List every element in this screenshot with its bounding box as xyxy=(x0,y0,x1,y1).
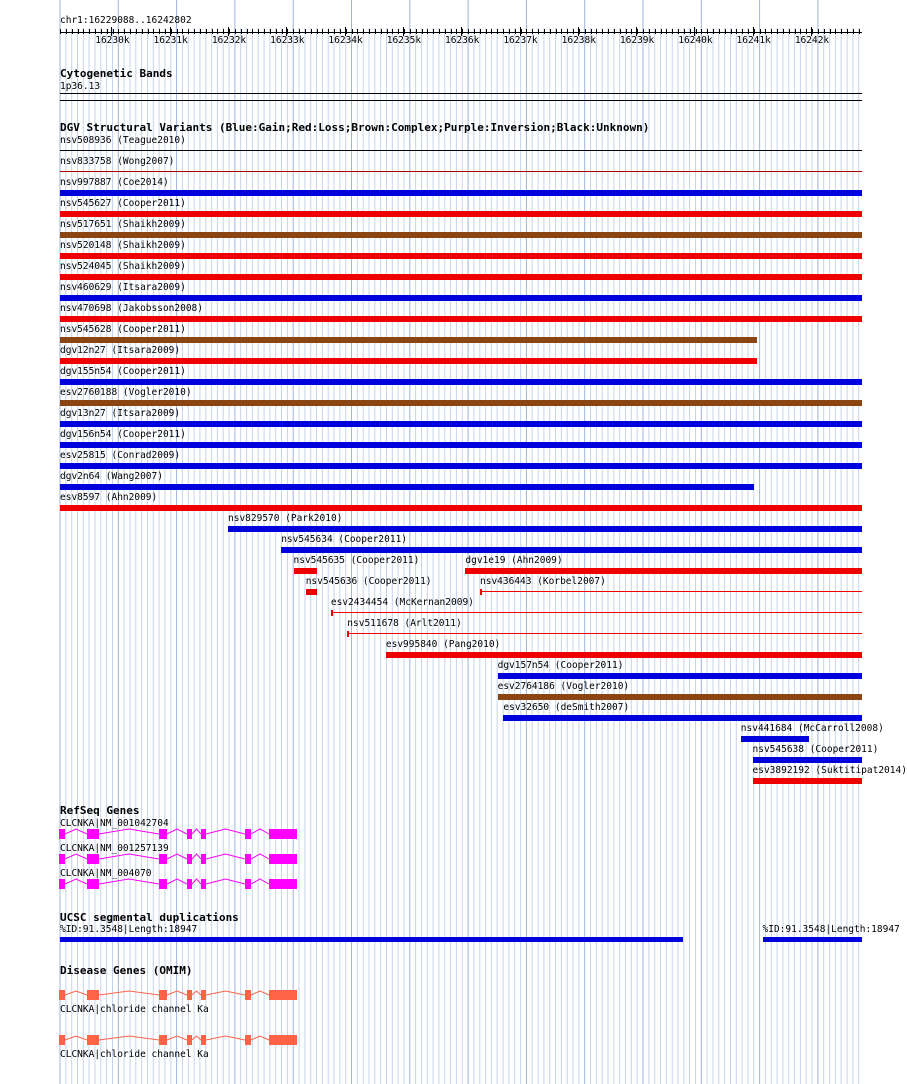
dgv-variant-label[interactable]: dgv13n27 (Itsara2009) xyxy=(60,408,181,419)
cytoband-line-bottom xyxy=(60,100,862,101)
ruler-minor-tick xyxy=(655,29,656,34)
dgv-variant-bar[interactable] xyxy=(281,547,862,553)
ruler-minor-tick xyxy=(83,29,84,34)
ruler-minor-tick xyxy=(591,29,592,34)
segdup-track-title[interactable]: UCSC segmental duplications xyxy=(60,911,239,924)
dgv-variant-bar[interactable] xyxy=(60,421,862,427)
ruler-minor-tick xyxy=(445,29,446,34)
dgv-variant-bar[interactable] xyxy=(60,337,757,343)
ruler-minor-tick xyxy=(602,29,603,34)
ruler-minor-tick xyxy=(165,29,166,34)
ruler-minor-tick xyxy=(701,29,702,34)
ruler-minor-tick xyxy=(830,29,831,34)
dgv-variant-label[interactable]: esv2760188 (Vogler2010) xyxy=(60,387,192,398)
ruler-minor-tick xyxy=(859,29,860,34)
dgv-variant-label[interactable]: nsv524045 (Shaikh2009) xyxy=(60,261,186,272)
dgv-variant-label[interactable]: nsv545627 (Cooper2011) xyxy=(60,198,186,209)
ruler-minor-tick xyxy=(153,29,154,34)
ruler-minor-tick xyxy=(672,29,673,34)
dgv-variant-bar[interactable] xyxy=(60,505,862,511)
ruler-tick-label: 16240k xyxy=(678,35,713,46)
dgv-variant-label[interactable]: dgv12n27 (Itsara2009) xyxy=(60,345,181,356)
dgv-variant-bar[interactable] xyxy=(331,612,862,613)
ruler-minor-tick xyxy=(637,29,638,34)
ruler-minor-tick xyxy=(824,29,825,34)
ruler-minor-tick xyxy=(684,29,685,34)
ruler-minor-tick xyxy=(736,29,737,34)
dgv-variant-label[interactable]: nsv545638 (Cooper2011) xyxy=(752,744,879,755)
dgv-variant-label[interactable]: nsv545636 (Cooper2011) xyxy=(305,576,432,587)
ruler-minor-tick xyxy=(468,29,469,34)
ruler-minor-tick xyxy=(66,29,67,34)
ruler-minor-tick xyxy=(200,29,201,34)
dgv-variant-endcap xyxy=(331,610,333,616)
dgv-variant-label[interactable]: esv3892192 (Suktitipat2014) xyxy=(752,765,907,776)
dgv-variant-bar[interactable] xyxy=(741,736,809,742)
dgv-variant-label[interactable]: dgv155n54 (Cooper2011) xyxy=(60,366,186,377)
dgv-variant-bar[interactable] xyxy=(480,591,862,592)
dgv-variant-label[interactable]: nsv829570 (Park2010) xyxy=(228,513,343,524)
ruler-minor-tick xyxy=(853,29,854,34)
dgv-variant-bar[interactable] xyxy=(60,463,862,469)
ruler-minor-tick xyxy=(620,29,621,34)
ruler-minor-tick xyxy=(264,29,265,34)
ruler-minor-tick xyxy=(276,29,277,34)
ruler-tick-label: 16242k xyxy=(794,35,830,46)
position-label: chr1:16229088..16242802 xyxy=(60,15,192,26)
ruler-minor-tick xyxy=(806,29,807,34)
dgv-variant-label[interactable]: dgv1e19 (Ahn2009) xyxy=(465,555,563,566)
ruler-minor-tick xyxy=(340,29,341,34)
ruler-minor-tick xyxy=(171,29,172,34)
ruler-minor-tick xyxy=(771,29,772,34)
ruler-minor-tick xyxy=(544,29,545,34)
ruler-minor-tick xyxy=(818,29,819,34)
ruler-minor-tick xyxy=(293,29,294,34)
ruler-minor-tick xyxy=(142,29,143,34)
dgv-variant-bar[interactable] xyxy=(60,295,862,301)
dgv-variant-label[interactable]: esv32650 (deSmith2007) xyxy=(503,702,630,713)
dgv-variant-label[interactable]: nsv833758 (Wong2007) xyxy=(60,156,175,167)
ruler-minor-tick xyxy=(573,29,574,34)
dgv-variant-bar[interactable] xyxy=(347,633,862,634)
dgv-variant-label[interactable]: nsv470698 (Jakobsson2008) xyxy=(60,303,203,314)
ruler-minor-tick xyxy=(101,29,102,34)
ruler-minor-tick xyxy=(381,29,382,34)
ruler-minor-tick xyxy=(719,29,720,34)
gene-model[interactable] xyxy=(59,828,299,840)
ruler-minor-tick xyxy=(363,29,364,34)
ruler-minor-tick xyxy=(462,29,463,34)
ruler-minor-tick xyxy=(107,29,108,34)
ruler-minor-tick xyxy=(608,29,609,34)
dgv-variant-bar[interactable] xyxy=(60,358,757,364)
ruler-tick-label: 16232k xyxy=(211,35,247,46)
ruler-minor-tick xyxy=(346,29,347,34)
ruler-minor-tick xyxy=(614,29,615,34)
ruler-minor-tick xyxy=(626,29,627,34)
ruler-minor-tick xyxy=(287,29,288,34)
dgv-variant-label[interactable]: esv25815 (Conrad2009) xyxy=(60,450,181,461)
dgv-variant-label[interactable]: nsv441684 (McCarroll2008) xyxy=(740,723,884,734)
ruler-minor-tick xyxy=(136,29,137,34)
segdup-label[interactable]: %ID:91.3548|Length:18947 xyxy=(762,924,900,935)
gene-model[interactable] xyxy=(59,853,299,865)
dgv-variant-bar[interactable] xyxy=(60,442,862,448)
dgv-variant-label[interactable]: nsv517651 (Shaikh2009) xyxy=(60,219,186,230)
ruler-minor-tick xyxy=(124,29,125,34)
ruler-minor-tick xyxy=(561,29,562,34)
ruler-minor-tick xyxy=(795,29,796,34)
ruler-minor-tick xyxy=(550,29,551,34)
refseq-gene-label[interactable]: CLCNKA|NM_004070 xyxy=(60,868,152,879)
cytoband-label: 1p36.13 xyxy=(60,81,101,92)
ruler-minor-tick xyxy=(416,29,417,34)
ruler-minor-tick xyxy=(317,29,318,34)
ruler-minor-tick xyxy=(159,29,160,34)
dgv-variant-endcap xyxy=(347,631,349,637)
gene-model[interactable] xyxy=(59,1034,299,1046)
ruler-minor-tick xyxy=(451,29,452,34)
ruler-minor-tick xyxy=(847,29,848,34)
ruler-minor-tick xyxy=(666,29,667,34)
dgv-variant-bar[interactable] xyxy=(60,379,862,385)
ruler-minor-tick xyxy=(503,29,504,34)
ruler-minor-tick xyxy=(585,29,586,34)
ruler-minor-tick xyxy=(474,29,475,34)
ruler-minor-tick xyxy=(707,29,708,34)
ruler-tick-label: 16238k xyxy=(561,35,596,46)
ruler-minor-tick xyxy=(118,29,119,34)
ruler-minor-tick xyxy=(812,29,813,34)
dgv-variant-label[interactable]: dgv2n64 (Wang2007) xyxy=(60,471,163,482)
dgv-variant-bar[interactable] xyxy=(60,316,862,322)
ruler-minor-tick xyxy=(357,29,358,34)
dgv-variant-label[interactable]: nsv545634 (Cooper2011) xyxy=(281,534,408,545)
ruler-minor-tick xyxy=(322,29,323,34)
ruler-minor-tick xyxy=(130,29,131,34)
ruler-minor-tick xyxy=(177,29,178,34)
ruler-tick-label: 16235k xyxy=(386,35,422,46)
ruler-minor-tick xyxy=(305,29,306,34)
ruler-tick-label: 16239k xyxy=(619,35,655,46)
ruler-minor-tick xyxy=(777,29,778,34)
dgv-variant-bar[interactable] xyxy=(60,484,754,490)
ruler-minor-tick xyxy=(188,29,189,34)
ruler-minor-tick xyxy=(456,29,457,34)
dgv-variant-bar[interactable] xyxy=(60,253,862,259)
ruler-minor-tick xyxy=(427,29,428,34)
ruler-minor-tick xyxy=(497,29,498,34)
ruler-tick-label: 16230k xyxy=(95,35,130,46)
ruler-minor-tick xyxy=(439,29,440,34)
ruler-minor-tick xyxy=(521,29,522,34)
ruler-minor-tick xyxy=(247,29,248,34)
dgv-variant-bar[interactable] xyxy=(60,211,862,217)
dgv-variant-bar[interactable] xyxy=(294,568,317,574)
dgv-variant-bar[interactable] xyxy=(60,400,862,406)
ruler-minor-tick xyxy=(328,29,329,34)
dgv-variant-bar[interactable] xyxy=(503,715,862,721)
dgv-variant-bar[interactable] xyxy=(498,694,862,700)
omim-track-title[interactable]: Disease Genes (OMIM) xyxy=(60,964,193,977)
ruler-minor-tick xyxy=(95,29,96,34)
ruler-minor-tick xyxy=(649,29,650,34)
dgv-variant-label[interactable]: nsv520148 (Shaikh2009) xyxy=(60,240,186,251)
refseq-gene-label[interactable]: CLCNKA|NM_001257139 xyxy=(60,843,169,854)
dgv-variant-label[interactable]: nsv997887 (Coe2014) xyxy=(60,177,169,188)
ruler-minor-tick xyxy=(241,29,242,34)
ruler-minor-tick xyxy=(748,29,749,34)
refseq-gene-label[interactable]: CLCNKA|NM_001042704 xyxy=(60,818,169,829)
dgv-variant-bar[interactable] xyxy=(60,150,862,151)
ruler-minor-tick xyxy=(282,29,283,34)
refseq-track-title[interactable]: RefSeq Genes xyxy=(60,804,140,817)
dgv-variant-label[interactable]: dgv157n54 (Cooper2011) xyxy=(497,660,624,671)
ruler-tick-label: 16234k xyxy=(328,35,363,46)
ruler-minor-tick xyxy=(480,29,481,34)
ruler-minor-tick xyxy=(113,29,114,34)
ruler-minor-tick xyxy=(404,29,405,34)
ruler-minor-tick xyxy=(556,29,557,34)
ruler-minor-tick xyxy=(538,29,539,34)
cytoband-line-top xyxy=(60,93,862,94)
ruler-minor-tick xyxy=(235,29,236,34)
dgv-variant-bar[interactable] xyxy=(753,757,863,763)
ruler-minor-tick xyxy=(433,29,434,34)
ruler-minor-tick xyxy=(206,29,207,34)
dgv-variant-label[interactable]: nsv545635 (Cooper2011) xyxy=(293,555,420,566)
ruler-minor-tick xyxy=(60,29,61,34)
ruler-minor-tick xyxy=(491,29,492,34)
ruler-minor-tick xyxy=(596,29,597,34)
ruler-tick-label: 16231k xyxy=(153,35,188,46)
omim-gene-label[interactable]: CLCNKA|chloride channel Ka xyxy=(60,1049,209,1060)
dgv-variant-bar[interactable] xyxy=(386,652,862,658)
ruler-minor-tick xyxy=(760,29,761,34)
ruler-minor-tick xyxy=(678,29,679,34)
dgv-variant-label[interactable]: nsv545628 (Cooper2011) xyxy=(60,324,186,335)
ruler-minor-tick xyxy=(835,29,836,34)
ruler-tick-label: 16236k xyxy=(445,35,480,46)
dgv-variant-bar[interactable] xyxy=(60,171,862,172)
ruler-minor-tick xyxy=(194,29,195,34)
segdup-label[interactable]: %ID:91.3548|Length:18947 xyxy=(60,924,198,935)
dgv-variant-bar[interactable] xyxy=(228,526,862,532)
dgv-variant-label[interactable]: nsv508936 (Teague2010) xyxy=(60,135,186,146)
ruler-minor-tick xyxy=(72,29,73,34)
ruler-minor-tick xyxy=(398,29,399,34)
ruler-minor-tick xyxy=(661,29,662,34)
ruler-minor-tick xyxy=(765,29,766,34)
ruler-minor-tick xyxy=(375,29,376,34)
ruler-minor-tick xyxy=(800,29,801,34)
dgv-variant-label[interactable]: nsv511678 (Arlt2011) xyxy=(347,618,462,629)
ruler-minor-tick xyxy=(526,29,527,34)
ruler-minor-tick xyxy=(696,29,697,34)
ruler-minor-tick xyxy=(392,29,393,34)
ruler-minor-tick xyxy=(148,29,149,34)
cytoband-track-title[interactable]: Cytogenetic Bands xyxy=(60,67,173,80)
ruler-minor-tick xyxy=(486,29,487,34)
ruler-minor-tick xyxy=(89,29,90,34)
ruler-minor-tick xyxy=(567,29,568,34)
ruler-minor-tick xyxy=(369,29,370,34)
dgv-variant-bar[interactable] xyxy=(753,778,863,784)
ruler-minor-tick xyxy=(579,29,580,34)
ruler-minor-tick xyxy=(690,29,691,34)
ruler-minor-tick xyxy=(532,29,533,34)
ruler-minor-tick xyxy=(387,29,388,34)
segdup-bar[interactable] xyxy=(60,937,683,942)
dgv-variant-label[interactable]: dgv156n54 (Cooper2011) xyxy=(60,429,186,440)
dgv-variant-label[interactable]: esv995840 (Pang2010) xyxy=(385,639,501,650)
ruler-minor-tick xyxy=(270,29,271,34)
ruler-tick-label: 16233k xyxy=(270,35,305,46)
dgv-variant-bar[interactable] xyxy=(60,190,862,196)
ruler-minor-tick xyxy=(311,29,312,34)
dgv-variant-bar[interactable] xyxy=(465,568,862,574)
ruler-minor-tick xyxy=(299,29,300,34)
dgv-variant-label[interactable]: esv2764186 (Vogler2010) xyxy=(497,681,630,692)
ruler-minor-tick xyxy=(754,29,755,34)
ruler-minor-tick xyxy=(334,29,335,34)
omim-gene-label[interactable]: CLCNKA|chloride channel Ka xyxy=(60,1004,209,1015)
segdup-bar[interactable] xyxy=(763,937,863,942)
ruler-minor-tick xyxy=(789,29,790,34)
ruler-minor-tick xyxy=(841,29,842,34)
ruler-minor-tick xyxy=(352,29,353,34)
ruler-minor-tick xyxy=(78,29,79,34)
dgv-variant-bar[interactable] xyxy=(306,589,317,595)
ruler-minor-tick xyxy=(742,29,743,34)
ruler-minor-tick xyxy=(643,29,644,34)
dgv-variant-label[interactable]: esv2434454 (McKernan2009) xyxy=(330,597,474,608)
ruler-minor-tick xyxy=(252,29,253,34)
dgv-variant-endcap xyxy=(480,589,482,595)
dgv-variant-label[interactable]: nsv436443 (Korbel2007) xyxy=(480,576,606,587)
dgv-variant-label[interactable]: esv8597 (Ahn2009) xyxy=(60,492,158,503)
ruler-minor-tick xyxy=(631,29,632,34)
gene-model[interactable] xyxy=(59,878,299,890)
dgv-variant-bar[interactable] xyxy=(60,274,862,280)
ruler-minor-tick xyxy=(509,29,510,34)
ruler-minor-tick xyxy=(713,29,714,34)
ruler-minor-tick xyxy=(422,29,423,34)
ruler-minor-tick xyxy=(410,29,411,34)
dgv-variant-label[interactable]: nsv460629 (Itsara2009) xyxy=(60,282,186,293)
ruler-minor-tick xyxy=(229,29,230,34)
ruler-minor-tick xyxy=(515,29,516,34)
ruler-minor-tick xyxy=(731,29,732,34)
dgv-variant-bar[interactable] xyxy=(498,673,862,679)
ruler-tick-label: 16241k xyxy=(736,35,771,46)
ruler-minor-tick xyxy=(725,29,726,34)
ruler-minor-tick xyxy=(217,29,218,34)
ruler-minor-tick xyxy=(212,29,213,34)
ruler-minor-tick xyxy=(223,29,224,34)
ruler-minor-tick xyxy=(258,29,259,34)
dgv-track-title[interactable]: DGV Structural Variants (Blue:Gain;Red:Loss;Brown:Complex;Purple:Inversion;Black:Unknown) xyxy=(60,121,650,134)
ruler-minor-tick xyxy=(182,29,183,34)
ruler-minor-tick xyxy=(783,29,784,34)
gene-model[interactable] xyxy=(59,989,299,1001)
ruler-tick-label: 16237k xyxy=(503,35,538,46)
dgv-variant-bar[interactable] xyxy=(60,232,862,238)
